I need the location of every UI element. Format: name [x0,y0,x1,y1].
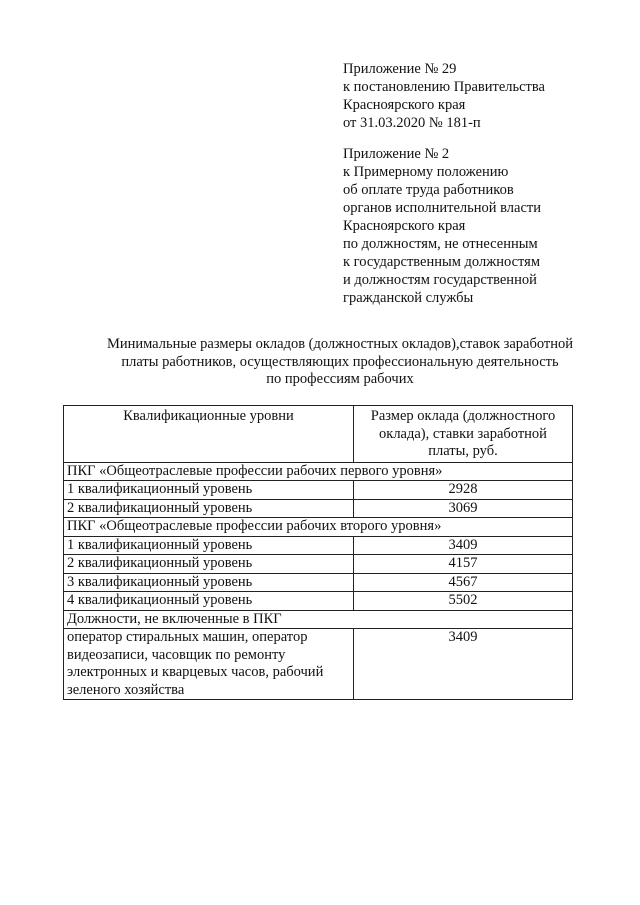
positions-line: зеленого хозяйства [67,681,185,698]
salary-value-cell: 4567 [354,573,573,592]
positions-cell [64,629,354,700]
qualification-level-cell: 4 квалификационный уровень [64,592,354,611]
salary-value-cell: 3069 [354,499,573,518]
appendix-29-line: Приложение № 29 [343,61,457,77]
table-row [64,481,573,500]
qualification-level-cell: 2 квалификационный уровень [64,555,354,574]
table-row [64,629,573,700]
positions-line: видеозаписи, часовщик по ремонту [67,646,286,663]
group-title-row [64,518,573,537]
header-salary-line: Размер оклада (должностного [370,408,556,424]
header-qualification-levels: Квалификационные уровни [64,406,354,463]
group-2-title: ПКГ «Общеотраслевые профессии рабочих второго уровня» [64,518,573,537]
appendix-2-line: Красноярского края [343,218,466,234]
positions-line: оператор стиральных машин, оператор [67,629,308,645]
appendix-29-line: Красноярского края [343,97,466,113]
appendix-2-line: об оплате труда работников [343,182,514,198]
qualification-level-cell: 1 квалификационный уровень [64,481,354,500]
table-row [64,592,573,611]
header-salary-line: оклада), ставки заработной [379,425,547,442]
salary-value-cell: 4157 [354,555,573,574]
appendix-29-line: от 31.03.2020 № 181-п [343,115,481,131]
qualification-level-cell: 1 квалификационный уровень [64,536,354,555]
group-3-title: Должности, не включенные в ПКГ [64,610,573,629]
group-1-title: ПКГ «Общеотраслевые профессии рабочих первого уровня» [64,462,573,481]
appendix-2-line: по должностям, не отнесенным [343,236,538,252]
table-row [64,573,573,592]
header-salary-amount [354,406,573,463]
appendix-29-reference [343,60,545,132]
positions-line: электронных и кварцевых часов, рабочий [67,664,324,680]
appendix-2-line: и должностям государственной [343,272,537,288]
header-salary-line: платы, руб. [428,443,498,459]
appendix-2-line: гражданской службы [343,290,474,306]
table-header-row [64,406,573,463]
group-title-row [64,610,573,629]
qualification-level-cell: 2 квалификационный уровень [64,499,354,518]
table-row [64,499,573,518]
salary-value-cell: 5502 [354,592,573,611]
table-row [64,555,573,574]
title-line: платы работников, осуществляющих профессиональную деятельность [121,353,559,370]
title-line: по профессиям рабочих [266,371,414,387]
salary-value-cell: 3409 [354,629,573,700]
qualification-level-cell: 3 квалификационный уровень [64,573,354,592]
salary-value-cell: 2928 [354,481,573,500]
title-line: Минимальные размеры окладов (должностных окладов),ставок заработной [106,336,574,352]
appendix-2-line: к государственным должностям [343,254,541,270]
table-row [64,536,573,555]
appendix-2-line: к Примерному положению [343,164,509,180]
document-title [60,336,620,389]
salary-table [63,405,573,700]
appendix-2-line: Приложение № 2 [343,146,450,162]
salary-value-cell: 3409 [354,536,573,555]
appendix-2-line: органов исполнительной власти [343,200,542,216]
appendix-29-line: к постановлению Правительства [343,79,545,95]
appendix-2-reference [343,145,541,307]
group-title-row [64,462,573,481]
